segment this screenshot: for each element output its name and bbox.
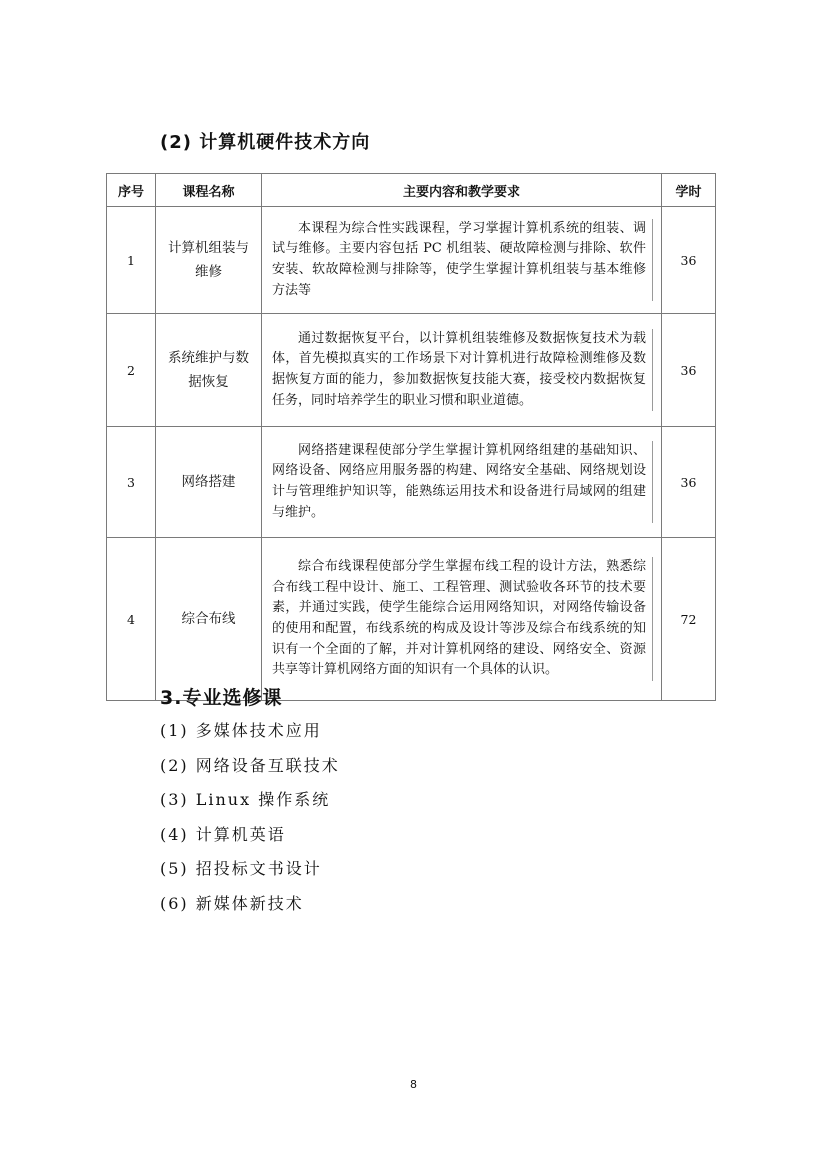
header-hours: 学时 bbox=[662, 174, 716, 207]
list-item: (4) 计算机英语 bbox=[160, 824, 286, 844]
course-name: 综合布线 bbox=[156, 538, 262, 701]
header-content: 主要内容和教学要求 bbox=[262, 174, 662, 207]
table-row bbox=[107, 427, 716, 538]
course-name: 网络搭建 bbox=[156, 427, 262, 538]
course-description-text: 本课程为综合性实践课程，学习掌握计算机系统的组装、调试与维修。主要内容包括 PC 机组装、硬故障检测与排除、软件安装、软故障检测与排除等，使学生掌握计算机组装与基本维修方法等 bbox=[272, 219, 653, 301]
row-num: 2 bbox=[107, 314, 156, 427]
table-row bbox=[107, 207, 716, 314]
header-num: 序号 bbox=[107, 174, 156, 207]
list-item: (1) 多媒体技术应用 bbox=[160, 721, 322, 740]
table-row bbox=[107, 538, 716, 701]
row-num: 1 bbox=[107, 207, 156, 314]
course-description bbox=[262, 314, 662, 427]
list-item: (5) 招投标文书设计 bbox=[160, 859, 322, 879]
course-table bbox=[106, 173, 716, 701]
electives-list bbox=[160, 718, 340, 926]
course-hours: 36 bbox=[662, 207, 716, 314]
list-item: (2) 网络设备互联技术 bbox=[160, 755, 340, 775]
table-row bbox=[107, 314, 716, 427]
row-num: 3 bbox=[107, 427, 156, 538]
course-name: 计算机组装与维修 bbox=[156, 207, 262, 314]
row-num: 4 bbox=[107, 538, 156, 701]
list-item: (3) Linux 操作系统 bbox=[160, 790, 331, 810]
electives-heading: 3.专业选修课 bbox=[160, 687, 283, 709]
header-course-name: 课程名称 bbox=[156, 174, 262, 207]
course-name: 系统维护与数据恢复 bbox=[156, 314, 262, 427]
course-description-text: 综合布线课程使部分学生掌握布线工程的设计方法，熟悉综合布线工程中设计、施工、工程管理、测试验收各环节的技术要素，并通过实践，使学生能综合运用网络知识，对网络传输设备的使用和配置，布线系统的构成及设计等涉及综合布线系统的知识有一个全面的了解，并对计算机网络的建设、网络安全、资源共享等计算机网络方面的知识有一个具体的认识。 bbox=[272, 557, 653, 681]
table-header-row bbox=[107, 174, 716, 207]
course-description-text: 通过数据恢复平台，以计算机组装维修及数据恢复技术为载体，首先模拟真实的工作场景下对计算机进行故障检测维修及数据恢复方面的能力，参加数据恢复技能大赛，接受校内数据恢复任务，同时培养学生的职业习惯和职业道德。 bbox=[272, 329, 653, 411]
section-title: (2) 计算机硬件技术方向 bbox=[160, 132, 371, 153]
course-description-text: 网络搭建课程使部分学生掌握计算机网络组建的基础知识、网络设备、网络应用服务器的构建、网络安全基础、网络规划设计与管理维护知识等，能熟练运用技术和设备进行局域网的组建与维护。 bbox=[272, 441, 653, 523]
course-hours: 36 bbox=[662, 427, 716, 538]
course-description bbox=[262, 207, 662, 314]
course-description bbox=[262, 538, 662, 701]
list-item: (6) 新媒体新技术 bbox=[160, 893, 304, 913]
course-description bbox=[262, 427, 662, 538]
course-hours: 72 bbox=[662, 538, 716, 701]
course-hours: 36 bbox=[662, 314, 716, 427]
page-number: 8 bbox=[410, 1078, 417, 1091]
